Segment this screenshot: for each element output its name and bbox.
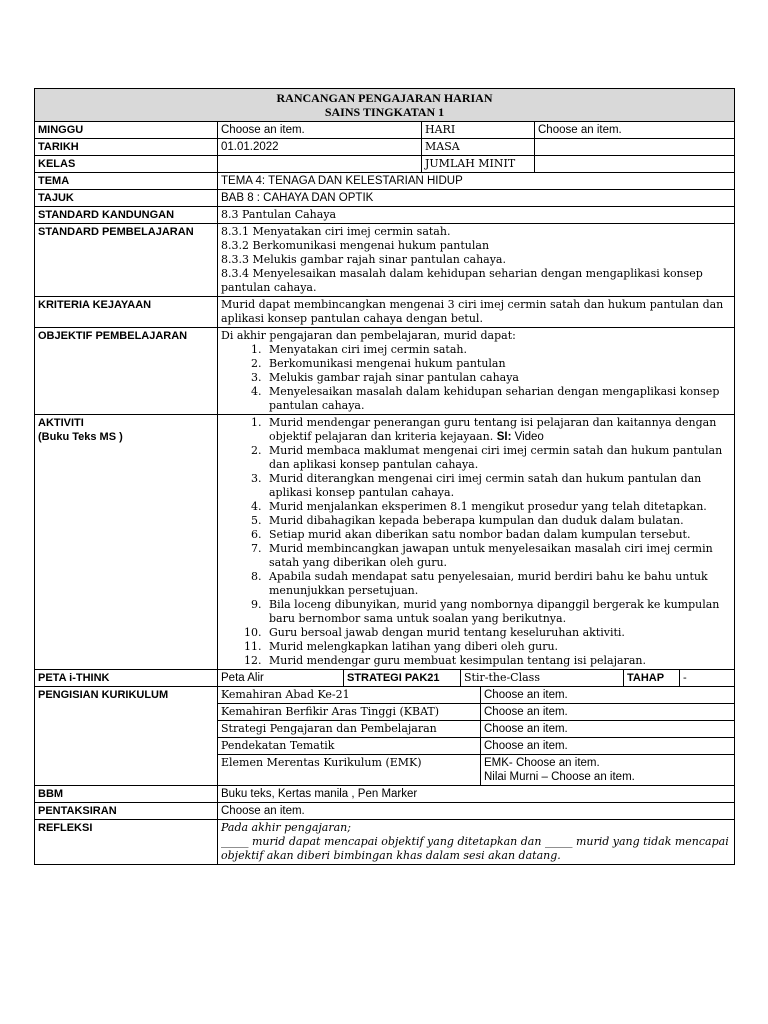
list-item: 4. Menyelesaikan masalah dalam kehidupan seharian dengan mengaplikasi konsep pantulan cahaya.: [265, 385, 731, 413]
pengisian-dropdown[interactable]: Choose an item.: [480, 721, 734, 737]
label-objektif: OBJEKTIF PEMBELAJARAN: [38, 330, 188, 342]
strategi-value[interactable]: Stir-the-Class: [460, 670, 623, 686]
list-item: 9. Bila loceng dibunyikan, murid yang nombornya dipanggil bergerak ke kumpulan baru bernombor sama untuk soalan yang berikutnya.: [265, 598, 731, 626]
pengisian-row: [218, 687, 734, 704]
pengisian-row: [218, 738, 734, 755]
jumlah-minit-field[interactable]: [534, 156, 734, 172]
pengisian-row: [218, 704, 734, 721]
list-item: 11. Murid melengkapkan latihan yang diberi oleh guru.: [265, 640, 731, 654]
refleksi-line2: _____ murid dapat mencapai objektif yang ditetapkan dan _____ murid yang tidak mencapai objektif akan diberi bimbingan khas dalam sesi akan datang.: [221, 835, 729, 862]
tajuk-value: BAB 8 : CAHAYA DAN OPTIK: [217, 190, 734, 206]
row-minggu: [34, 122, 735, 139]
label-standard-pembelajaran: STANDARD PEMBELAJARAN: [38, 226, 194, 238]
header-row: [34, 88, 735, 122]
pengisian-item: Kemahiran Abad Ke-21: [221, 688, 350, 701]
standard-kandungan-value: 8.3 Pantulan Cahaya: [217, 207, 734, 223]
pengisian-table: [217, 687, 734, 785]
list-item: 10. Guru bersoal jawab dengan murid tentang keseluruhan aktiviti.: [265, 626, 731, 640]
pentaksiran-dropdown[interactable]: Choose an item.: [217, 803, 734, 819]
list-item: 8. Apabila sudah mendapat satu penyelesaian, murid berdiri bahu ke bahu untuk menunjukkan persetujuan.: [265, 570, 731, 598]
row-pentaksiran: [34, 803, 735, 820]
row-standard-pembelajaran: [34, 224, 735, 297]
kriteria-value: Murid dapat membincangkan mengenai 3 ciri imej cermin satah dan hukum pantulan dan aplikasi konsep pantulan cahaya dengan betul.: [217, 297, 734, 327]
si-value: Video: [511, 431, 544, 443]
list-item: 8.3.4 Menyelesaikan masalah dalam kehidupan seharian dengan mengaplikasi konsep pantulan cahaya.: [221, 267, 703, 294]
label-bbm: BBM: [38, 788, 64, 800]
table-header: [35, 89, 734, 121]
pengisian-item: Elemen Merentas Kurikulum (EMK): [221, 756, 422, 769]
list-item: 3. Melukis gambar rajah sinar pantulan cahaya: [265, 371, 731, 385]
label-buku-teks: (Buku Teks MS ): [38, 431, 123, 443]
pengisian-item: Strategi Pengajaran dan Pembelajaran: [221, 722, 437, 735]
label-tema: TEMA: [38, 175, 70, 187]
row-pengisian: [34, 687, 735, 786]
list-item: 4. Murid menjalankan eksperimen 8.1 mengikut prosedur yang telah ditetapkan.: [265, 500, 731, 514]
row-bbm: [34, 786, 735, 803]
list-item: 7. Murid membincangkan jawapan untuk menyelesaikan masalah ciri imej cermin satah yang diberikan oleh guru.: [265, 542, 731, 570]
label-tarikh: TARIKH: [38, 141, 79, 153]
row-refleksi: [34, 820, 735, 865]
kelas-field[interactable]: [217, 156, 421, 172]
refleksi-line1: Pada akhir pengajaran;: [221, 821, 351, 834]
emk-dropdown[interactable]: EMK- Choose an item.: [484, 757, 600, 769]
label-refleksi: REFLEKSI: [38, 822, 93, 834]
peta-value[interactable]: Peta Alir: [217, 670, 343, 686]
row-tajuk: [34, 190, 735, 207]
objektif-intro: Di akhir pengajaran dan pembelajaran, murid dapat:: [221, 329, 516, 342]
pengisian-dropdown[interactable]: Choose an item.: [480, 687, 734, 703]
label-kriteria: KRITERIA KEJAYAAN: [38, 299, 152, 311]
objektif-list: [221, 343, 731, 413]
header-title: RANCANGAN PENGAJARAN HARIAN: [276, 91, 493, 105]
row-peta: [34, 670, 735, 687]
row-standard-kandungan: [34, 207, 735, 224]
list-item: 8.3.2 Berkomunikasi mengenai hukum pantulan: [221, 239, 490, 252]
pengisian-row-emk: [218, 755, 734, 785]
pengisian-dropdown[interactable]: Choose an item.: [480, 738, 734, 754]
pengisian-item: Kemahiran Berfikir Aras Tinggi (KBAT): [221, 705, 440, 718]
list-item: 8.3.3 Melukis gambar rajah sinar pantulan cahaya.: [221, 253, 506, 266]
lesson-plan-table: [34, 88, 735, 865]
header-subtitle: SAINS TINGKATAN 1: [324, 105, 445, 119]
tahap-value[interactable]: -: [679, 670, 734, 686]
standard-pembelajaran-list: [217, 224, 734, 296]
label-minggu: MINGGU: [38, 124, 84, 136]
aktiviti-list: [221, 416, 731, 668]
aktiviti-text: Murid mendengar penerangan guru tentang isi pelajaran dan kaitannya dengan objektif pelajaran dan kriteria kejayaan.: [269, 416, 717, 443]
minggu-dropdown[interactable]: Choose an item.: [217, 122, 421, 138]
masa-field[interactable]: [534, 139, 734, 155]
tarikh-field[interactable]: 01.01.2022: [217, 139, 421, 155]
row-aktiviti: [34, 415, 735, 670]
label-pengisian: PENGISIAN KURIKULUM: [38, 689, 169, 701]
refleksi-content[interactable]: [217, 820, 734, 864]
row-tema: [34, 173, 735, 190]
list-item: 5. Murid dibahagikan kepada beberapa kumpulan dan duduk dalam bulatan.: [265, 514, 731, 528]
pengisian-dropdown[interactable]: Choose an item.: [480, 704, 734, 720]
list-item: 3. Murid diterangkan mengenai ciri imej cermin satah dan hukum pantulan dan aplikasi konsep pantulan cahaya.: [265, 472, 731, 500]
list-item: 6. Setiap murid akan diberikan satu nombor badan dalam kumpulan tersebut.: [265, 528, 731, 542]
list-item: [265, 416, 731, 444]
label-tajuk: TAJUK: [38, 192, 74, 204]
row-objektif: [34, 328, 735, 415]
pengisian-row: [218, 721, 734, 738]
tema-value: TEMA 4: TENAGA DAN KELESTARIAN HIDUP: [217, 173, 734, 189]
label-kelas: KELAS: [38, 158, 76, 170]
list-item: 1. Menyatakan ciri imej cermin satah.: [265, 343, 731, 357]
si-label: SI:: [496, 431, 512, 443]
pengisian-item: Pendekatan Tematik: [221, 739, 335, 752]
label-standard-kandungan: STANDARD KANDUNGAN: [38, 209, 175, 221]
hari-dropdown[interactable]: Choose an item.: [534, 122, 734, 138]
nilai-murni-dropdown[interactable]: Nilai Murni – Choose an item.: [484, 771, 635, 783]
label-peta: PETA i-THINK: [38, 672, 110, 684]
list-item: 2. Berkomunikasi mengenai hukum pantulan: [265, 357, 731, 371]
emk-content: [480, 755, 734, 785]
list-item: 12. Murid mendengar guru membuat kesimpulan tentang isi pelajaran.: [265, 654, 731, 668]
bbm-value[interactable]: Buku teks, Kertas manila , Pen Marker: [217, 786, 734, 802]
row-kriteria: [34, 297, 735, 328]
label-tahap: TAHAP: [623, 670, 679, 686]
label-hari: HARI: [421, 122, 534, 138]
list-item: 2. Murid membaca maklumat mengenai ciri imej cermin satah dan hukum pantulan dan aplikasi konsep pantulan cahaya.: [265, 444, 731, 472]
aktiviti-content: [217, 415, 734, 669]
row-kelas: [34, 156, 735, 173]
label-aktiviti-cell: [35, 415, 217, 669]
label-pentaksiran: PENTAKSIRAN: [38, 805, 117, 817]
label-jumlah-minit: JUMLAH MINIT: [421, 156, 534, 172]
objektif-content: [217, 328, 734, 414]
list-item: 8.3.1 Menyatakan ciri imej cermin satah.: [221, 225, 451, 238]
label-masa: MASA: [421, 139, 534, 155]
label-aktiviti: AKTIVITI: [38, 417, 84, 429]
row-tarikh: [34, 139, 735, 156]
label-strategi: STRATEGI PAK21: [343, 670, 460, 686]
